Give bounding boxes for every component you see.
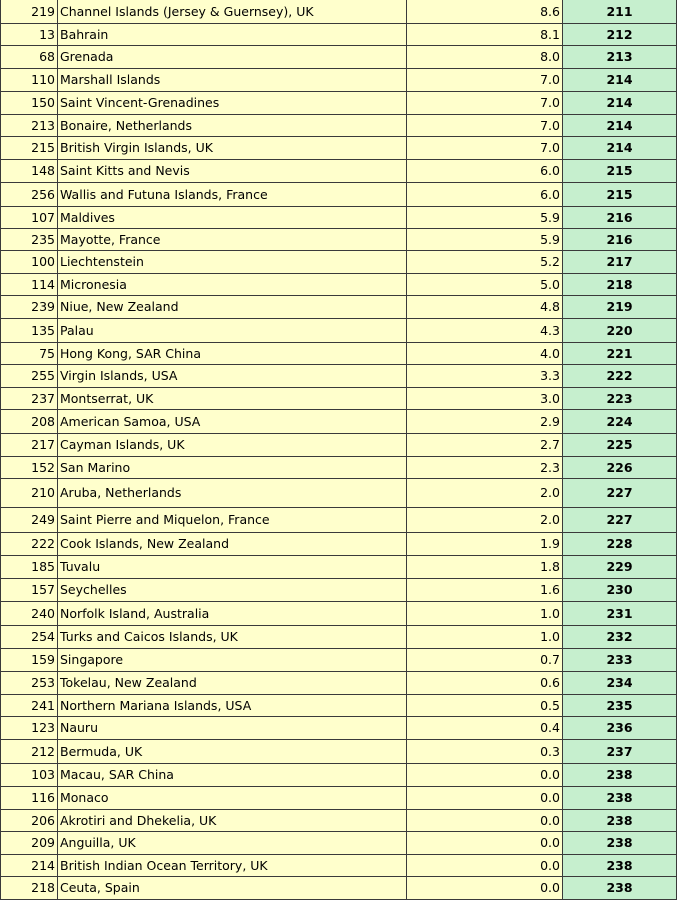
cell-id[interactable]: 150 [1, 92, 58, 115]
cell-country[interactable]: Norfolk Island, Australia [58, 602, 407, 626]
cell-rank[interactable]: 226 [563, 457, 677, 479]
cell-rank[interactable]: 214 [563, 92, 677, 115]
table-row [1, 626, 677, 649]
cell-rank[interactable]: 235 [563, 695, 677, 717]
cell-id[interactable]: 253 [1, 672, 58, 695]
cell-country[interactable]: Monaco [58, 787, 407, 810]
cell-country[interactable]: Wallis and Futuna Islands, France [58, 183, 407, 207]
cell-rank[interactable]: 232 [563, 626, 677, 649]
cell-value[interactable]: 6.0 [407, 183, 563, 207]
cell-country[interactable]: Micronesia [58, 274, 407, 296]
cell-id[interactable]: 255 [1, 365, 58, 388]
cell-value[interactable]: 4.0 [407, 343, 563, 365]
table-row [1, 877, 677, 900]
cell-value[interactable]: 5.9 [407, 229, 563, 251]
cell-country[interactable]: British Indian Ocean Territory, UK [58, 855, 407, 877]
cell-rank[interactable]: 223 [563, 388, 677, 410]
cell-id[interactable]: 185 [1, 556, 58, 579]
table-row [1, 183, 677, 207]
cell-rank[interactable]: 238 [563, 855, 677, 877]
cell-country[interactable]: Anguilla, UK [58, 832, 407, 855]
cell-country[interactable]: Tuvalu [58, 556, 407, 579]
cell-country[interactable]: Seychelles [58, 579, 407, 602]
cell-id[interactable]: 237 [1, 388, 58, 410]
table-row [1, 92, 677, 115]
cell-rank[interactable]: 227 [563, 479, 677, 508]
cell-country[interactable]: Northern Mariana Islands, USA [58, 695, 407, 717]
cell-rank[interactable]: 228 [563, 533, 677, 556]
cell-id[interactable]: 110 [1, 69, 58, 92]
table-row [1, 410, 677, 434]
cell-rank[interactable]: 216 [563, 207, 677, 229]
cell-value[interactable]: 5.0 [407, 274, 563, 296]
cell-id[interactable]: 75 [1, 343, 58, 365]
table-row [1, 69, 677, 92]
table-row [1, 764, 677, 787]
cell-id[interactable]: 68 [1, 46, 58, 69]
cell-country[interactable]: Mayotte, France [58, 229, 407, 251]
cell-country[interactable]: Marshall Islands [58, 69, 407, 92]
cell-value[interactable]: 7.0 [407, 115, 563, 137]
cell-id[interactable]: 222 [1, 533, 58, 556]
table-row [1, 556, 677, 579]
cell-country[interactable]: Turks and Caicos Islands, UK [58, 626, 407, 649]
cell-value[interactable]: 0.0 [407, 810, 563, 832]
cell-value[interactable]: 0.0 [407, 764, 563, 787]
cell-country[interactable]: Saint Pierre and Miquelon, France [58, 508, 407, 533]
cell-rank[interactable]: 230 [563, 579, 677, 602]
cell-value[interactable]: 8.0 [407, 46, 563, 69]
table-row [1, 46, 677, 69]
cell-rank[interactable]: 219 [563, 296, 677, 319]
cell-id[interactable]: 249 [1, 508, 58, 533]
cell-value[interactable]: 3.0 [407, 388, 563, 410]
table-row [1, 832, 677, 855]
cell-rank[interactable]: 238 [563, 877, 677, 900]
table-row [1, 672, 677, 695]
table-row [1, 115, 677, 137]
cell-country[interactable]: San Marino [58, 457, 407, 479]
cell-country[interactable]: Liechtenstein [58, 251, 407, 274]
cell-value[interactable]: 7.0 [407, 92, 563, 115]
cell-rank[interactable]: 234 [563, 672, 677, 695]
cell-rank[interactable]: 233 [563, 649, 677, 672]
cell-country[interactable]: Nauru [58, 717, 407, 740]
cell-id[interactable]: 241 [1, 695, 58, 717]
cell-country[interactable]: Ceuta, Spain [58, 877, 407, 900]
table-row [1, 0, 677, 24]
cell-value[interactable]: 0.0 [407, 877, 563, 900]
cell-value[interactable]: 1.0 [407, 626, 563, 649]
cell-value[interactable]: 4.3 [407, 319, 563, 343]
cell-value[interactable]: 7.0 [407, 137, 563, 160]
table-row [1, 274, 677, 296]
cell-value[interactable]: 4.8 [407, 296, 563, 319]
cell-id[interactable]: 235 [1, 229, 58, 251]
cell-id[interactable]: 135 [1, 319, 58, 343]
cell-country[interactable]: Bahrain [58, 24, 407, 46]
table-row [1, 343, 677, 365]
cell-country[interactable]: Aruba, Netherlands [58, 479, 407, 508]
cell-id[interactable]: 213 [1, 115, 58, 137]
table-row [1, 787, 677, 810]
cell-country[interactable]: Macau, SAR China [58, 764, 407, 787]
table-row [1, 649, 677, 672]
table-row [1, 365, 677, 388]
cell-rank[interactable]: 229 [563, 556, 677, 579]
cell-country[interactable]: Bermuda, UK [58, 740, 407, 764]
cell-id[interactable]: 114 [1, 274, 58, 296]
cell-rank[interactable]: 217 [563, 251, 677, 274]
cell-value[interactable]: 1.8 [407, 556, 563, 579]
cell-country[interactable]: Bonaire, Netherlands [58, 115, 407, 137]
cell-value[interactable]: 0.3 [407, 740, 563, 764]
cell-id[interactable]: 219 [1, 0, 58, 24]
cell-value[interactable]: 5.9 [407, 207, 563, 229]
cell-value[interactable]: 2.7 [407, 434, 563, 457]
cell-rank[interactable]: 238 [563, 832, 677, 855]
cell-country[interactable]: British Virgin Islands, UK [58, 137, 407, 160]
cell-country[interactable]: Grenada [58, 46, 407, 69]
cell-country[interactable]: Tokelau, New Zealand [58, 672, 407, 695]
table-row [1, 533, 677, 556]
cell-country[interactable]: Niue, New Zealand [58, 296, 407, 319]
cell-value[interactable]: 0.0 [407, 832, 563, 855]
cell-id[interactable]: 254 [1, 626, 58, 649]
table-row [1, 434, 677, 457]
cell-value[interactable]: 2.0 [407, 508, 563, 533]
cell-value[interactable]: 8.1 [407, 24, 563, 46]
table-row [1, 855, 677, 877]
cell-rank[interactable]: 218 [563, 274, 677, 296]
cell-country[interactable]: Montserrat, UK [58, 388, 407, 410]
cell-country[interactable]: Hong Kong, SAR China [58, 343, 407, 365]
table-row [1, 479, 677, 508]
cell-value[interactable]: 0.5 [407, 695, 563, 717]
cell-id[interactable]: 152 [1, 457, 58, 479]
cell-rank[interactable]: 237 [563, 740, 677, 764]
table-row [1, 296, 677, 319]
table-row [1, 508, 677, 533]
cell-rank[interactable]: 221 [563, 343, 677, 365]
table-row [1, 137, 677, 160]
cell-country[interactable]: Akrotiri and Dhekelia, UK [58, 810, 407, 832]
table-row [1, 695, 677, 717]
cell-rank[interactable]: 238 [563, 810, 677, 832]
cell-rank[interactable]: 236 [563, 717, 677, 740]
cell-id[interactable]: 209 [1, 832, 58, 855]
cell-rank[interactable]: 215 [563, 160, 677, 183]
table-row [1, 229, 677, 251]
cell-value[interactable]: 3.3 [407, 365, 563, 388]
cell-country[interactable]: Virgin Islands, USA [58, 365, 407, 388]
cell-rank[interactable]: 222 [563, 365, 677, 388]
table-row [1, 207, 677, 229]
cell-id[interactable]: 159 [1, 649, 58, 672]
cell-country[interactable]: Cayman Islands, UK [58, 434, 407, 457]
cell-id[interactable]: 217 [1, 434, 58, 457]
table-row [1, 160, 677, 183]
cell-value[interactable]: 2.0 [407, 479, 563, 508]
cell-id[interactable]: 240 [1, 602, 58, 626]
cell-id[interactable]: 13 [1, 24, 58, 46]
table-row [1, 457, 677, 479]
cell-rank[interactable]: 214 [563, 137, 677, 160]
cell-id[interactable]: 214 [1, 855, 58, 877]
cell-value[interactable]: 0.0 [407, 855, 563, 877]
cell-value[interactable]: 0.7 [407, 649, 563, 672]
cell-rank[interactable]: 238 [563, 787, 677, 810]
cell-country[interactable]: Saint Kitts and Nevis [58, 160, 407, 183]
cell-value[interactable]: 6.0 [407, 160, 563, 183]
table-row [1, 717, 677, 740]
cell-rank[interactable]: 227 [563, 508, 677, 533]
cell-rank[interactable]: 225 [563, 434, 677, 457]
table-row [1, 24, 677, 46]
cell-id[interactable]: 218 [1, 877, 58, 900]
cell-value[interactable]: 1.6 [407, 579, 563, 602]
cell-id[interactable]: 210 [1, 479, 58, 508]
cell-value[interactable]: 0.6 [407, 672, 563, 695]
table-row [1, 388, 677, 410]
table-row [1, 251, 677, 274]
cell-value[interactable]: 2.9 [407, 410, 563, 434]
cell-rank[interactable]: 238 [563, 764, 677, 787]
cell-id[interactable]: 103 [1, 764, 58, 787]
cell-rank[interactable]: 216 [563, 229, 677, 251]
cell-value[interactable]: 1.0 [407, 602, 563, 626]
cell-value[interactable]: 1.9 [407, 533, 563, 556]
cell-id[interactable]: 123 [1, 717, 58, 740]
cell-id[interactable]: 208 [1, 410, 58, 434]
cell-country[interactable]: Maldives [58, 207, 407, 229]
cell-country[interactable]: Singapore [58, 649, 407, 672]
cell-id[interactable]: 100 [1, 251, 58, 274]
cell-rank[interactable]: 215 [563, 183, 677, 207]
table-row [1, 319, 677, 343]
cell-id[interactable]: 256 [1, 183, 58, 207]
cell-value[interactable]: 2.3 [407, 457, 563, 479]
table-row [1, 810, 677, 832]
cell-rank[interactable]: 231 [563, 602, 677, 626]
cell-rank[interactable]: 214 [563, 115, 677, 137]
cell-value[interactable]: 5.2 [407, 251, 563, 274]
cell-country[interactable]: Saint Vincent-Grenadines [58, 92, 407, 115]
cell-country[interactable]: Palau [58, 319, 407, 343]
cell-value[interactable]: 8.6 [407, 0, 563, 24]
cell-id[interactable]: 212 [1, 740, 58, 764]
table-body [1, 0, 677, 900]
cell-id[interactable]: 239 [1, 296, 58, 319]
cell-value[interactable]: 0.4 [407, 717, 563, 740]
cell-country[interactable]: Channel Islands (Jersey & Guernsey), UK [58, 0, 407, 24]
cell-country[interactable]: American Samoa, USA [58, 410, 407, 434]
cell-id[interactable]: 116 [1, 787, 58, 810]
table-row [1, 740, 677, 764]
cell-value[interactable]: 0.0 [407, 787, 563, 810]
table-row [1, 602, 677, 626]
cell-rank[interactable]: 224 [563, 410, 677, 434]
cell-rank[interactable]: 211 [563, 0, 677, 24]
cell-id[interactable]: 215 [1, 137, 58, 160]
cell-rank[interactable]: 213 [563, 46, 677, 69]
cell-id[interactable]: 206 [1, 810, 58, 832]
cell-country[interactable]: Cook Islands, New Zealand [58, 533, 407, 556]
cell-rank[interactable]: 220 [563, 319, 677, 343]
cell-id[interactable]: 148 [1, 160, 58, 183]
cell-rank[interactable]: 214 [563, 69, 677, 92]
cell-rank[interactable]: 212 [563, 24, 677, 46]
cell-id[interactable]: 157 [1, 579, 58, 602]
cell-value[interactable]: 7.0 [407, 69, 563, 92]
cell-id[interactable]: 107 [1, 207, 58, 229]
table-row [1, 579, 677, 602]
